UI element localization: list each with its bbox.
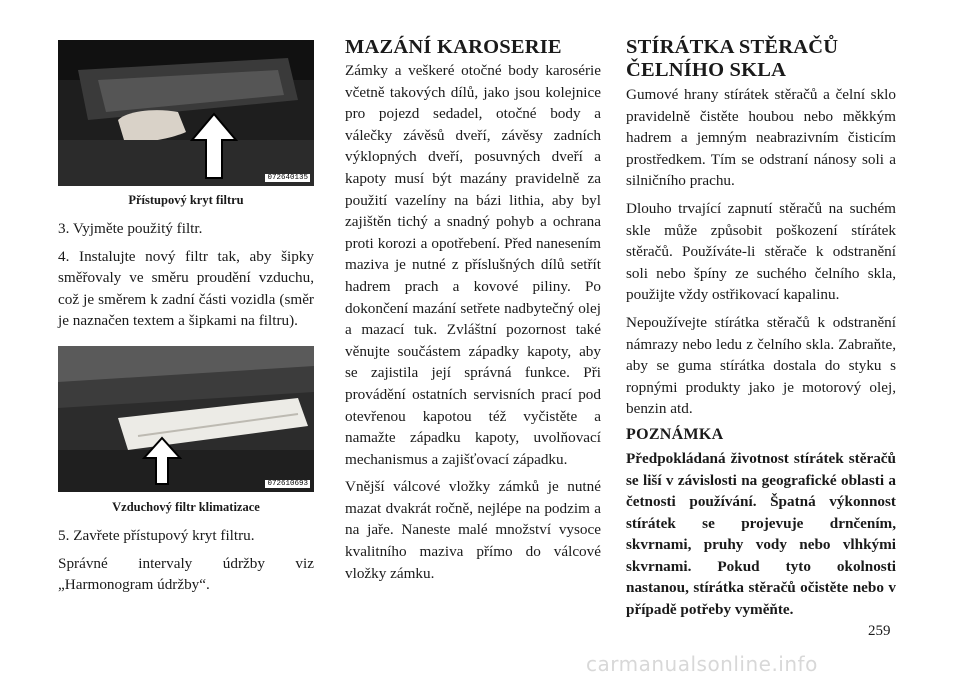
heading-body-lubrication: MAZÁNÍ KAROSERIE: [345, 36, 562, 58]
footer-watermark: carmanualsonline.info: [586, 652, 818, 676]
heading-wiper-blades: [626, 36, 896, 82]
photo-code: 072610693: [267, 480, 308, 488]
step-5: 5. Zavřete přístupový kryt filtru.: [58, 527, 255, 544]
filter-cover-illustration: [58, 40, 314, 186]
caption-ac-air-filter: Vzduchový filtr klimatizace: [112, 500, 260, 514]
heading-line-2: ČELNÍHO SKLA: [626, 59, 787, 81]
page-number: 259: [868, 623, 891, 639]
maintenance-intervals: Správné intervaly údržby viz „Harmonogram údržby“.: [58, 554, 314, 594]
heading-line-1: STÍRÁTKA STĚRAČŮ: [626, 36, 839, 58]
photo-code: 072640135: [267, 174, 308, 182]
step-4: 4. Instalujte nový filtr tak, aby šipky směřovaly ve směru proudění vzduchu, což je směrem k zadní části vozidla (směr je naznačen textem a šipkami na filtru).: [58, 247, 314, 330]
air-filter-illustration: [58, 346, 314, 492]
wiper-para3: Nepoužívejte stírátka stěračů k odstranění námrazy nebo ledu z čelního skla. Zabraňte, aby se guma stírátka dostala do styku s ropnými produkty jako je motorový olej, benzin atd.: [626, 313, 896, 418]
note-title: POZNÁMKA: [626, 425, 724, 443]
wiper-para2: Dlouho trvající zapnutí stěračů na suchém skle může způsobit poškození stírátek stěračů. Používáte-li stěrače k odstranění soli nebo špíny ze suchého čelního skla, použijte vždy ostřikovací kapalinu.: [626, 199, 896, 304]
body-lubrication-para1: Zámky a veškeré otočné body karosérie včetně takových dílů, jako jsou kolejnice pro pojezd sedadel, otočné body a válečky závěsů dveří, závěsy zadních výklopných dveří, posuvných dveří a kapoty musí být mazány pravidelně za použití vazelíny na bázi lithia, aby byl zajištěn tichý a snadný pohyb a ochrana proti korozi a opotřebení. Před nanesením maziva je nutné z příslušných dílů setřít hadrem prach a kovové piliny. Po dokončení mazání setřete nadbytečný olej a mazací tuk. Zvláštní pozornost také věnujte součástem západky kapoty, aby se zajistila její správná funkce. Při provádění ostatních servisních prací pod otevřenou kapotou též vyčistěte a namažte západku kapoty, uvolňovací mechanismus a zajišťovací západku.: [345, 62, 601, 468]
caption-filter-access-cover: Přístupový kryt filtru: [128, 193, 244, 207]
wiper-para1: Gumové hrany stírátek stěračů a čelní sklo pravidelně čistěte houbou nebo měkkým hadrem a jemným neabrazivním čisticím prostředkem. Tím se odstraní nánosy soli a silničního prachu.: [626, 86, 896, 190]
photo-ac-air-filter: [58, 346, 314, 492]
note-text: Předpokládaná životnost stírátek stěračů se liší v závislosti na geografické oblasti a četnosti používání. Špatná výkonnost stírátek se projevuje drnčením, skvrnami, pruhy vody nebo vlhkými skvrnami. Pokud tyto okolnosti nastanou, stírátka stěračů očistěte nebo v případě potřeby vyměňte.: [626, 449, 896, 619]
step-3: 3. Vyjměte použitý filtr.: [58, 220, 203, 237]
body-lubrication-para2: Vnější válcové vložky zámků je nutné mazat dvakrát ročně, nejlépe na podzim a na jaře. Naneste malé množství vysoce kvalitního maziva přímo do válcové vložky zámku.: [345, 478, 601, 582]
photo-filter-access-cover: [58, 40, 314, 186]
